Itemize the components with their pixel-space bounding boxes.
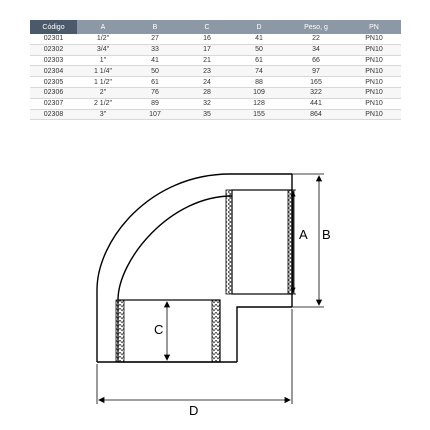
table-cell: 88 xyxy=(233,77,285,88)
table-cell: 41 xyxy=(233,34,285,44)
dimension-label-b: B xyxy=(322,227,331,242)
dimension-b xyxy=(292,174,324,307)
table-cell: 3/4" xyxy=(77,44,129,55)
table-cell: 76 xyxy=(129,87,181,98)
table-cell: 22 xyxy=(285,34,347,44)
table-cell: 109 xyxy=(233,87,285,98)
table-cell: 155 xyxy=(233,109,285,120)
table-cell: 165 xyxy=(285,77,347,88)
table-cell: PN10 xyxy=(347,77,401,88)
table-cell: PN10 xyxy=(347,34,401,44)
table-cell: 66 xyxy=(285,55,347,66)
bottom-socket xyxy=(116,300,220,362)
table-cell: 21 xyxy=(181,55,233,66)
table-cell: 35 xyxy=(181,109,233,120)
table-cell: 32 xyxy=(181,98,233,109)
table-cell: PN10 xyxy=(347,98,401,109)
table-cell: 1 1/2" xyxy=(77,77,129,88)
header-peso: Peso, g xyxy=(285,20,347,34)
table-cell: 61 xyxy=(129,77,181,88)
table-cell: 02305 xyxy=(30,77,77,88)
table-cell: PN10 xyxy=(347,55,401,66)
table-cell: PN10 xyxy=(347,109,401,120)
table-cell: 2 1/2" xyxy=(77,98,129,109)
table-cell: 74 xyxy=(233,66,285,77)
dimension-label-d: D xyxy=(189,403,199,418)
header-d: D xyxy=(233,20,285,34)
header-pn: PN xyxy=(347,20,401,34)
table-cell: 1 1/4" xyxy=(77,66,129,77)
table-cell: 23 xyxy=(181,66,233,77)
table-cell: 50 xyxy=(129,66,181,77)
dimension-d xyxy=(97,309,292,404)
table-cell: 16 xyxy=(181,34,233,44)
table-cell: 28 xyxy=(181,87,233,98)
table-cell: 02308 xyxy=(30,109,77,120)
table-cell: 50 xyxy=(233,44,285,55)
header-c: C xyxy=(181,20,233,34)
top-socket xyxy=(226,190,294,294)
table-cell: PN10 xyxy=(347,87,401,98)
table-cell: 02304 xyxy=(30,66,77,77)
header-a: A xyxy=(77,20,129,34)
table-cell: 107 xyxy=(129,109,181,120)
table-cell: 02307 xyxy=(30,98,77,109)
elbow-outline xyxy=(97,174,292,362)
table-cell: 27 xyxy=(129,34,181,44)
table-cell: 1/2" xyxy=(77,34,129,44)
header-b: B xyxy=(129,20,181,34)
table-cell: 41 xyxy=(129,55,181,66)
dimension-c xyxy=(165,302,170,360)
table-cell: 02301 xyxy=(30,34,77,44)
table-cell: 89 xyxy=(129,98,181,109)
dimension-label-a: A xyxy=(299,227,308,242)
table-cell: 34 xyxy=(285,44,347,55)
table-cell: 1" xyxy=(77,55,129,66)
table-cell: 2" xyxy=(77,87,129,98)
table-cell: 17 xyxy=(181,44,233,55)
table-cell: 3" xyxy=(77,109,129,120)
table-cell: 02306 xyxy=(30,87,77,98)
table-cell: PN10 xyxy=(347,44,401,55)
header-codigo: Código xyxy=(30,20,77,34)
table-cell: 441 xyxy=(285,98,347,109)
table-cell: 61 xyxy=(233,55,285,66)
table-cell: PN10 xyxy=(347,66,401,77)
table-cell: 322 xyxy=(285,87,347,98)
table-cell: 128 xyxy=(233,98,285,109)
table-cell: 864 xyxy=(285,109,347,120)
table-cell: 24 xyxy=(181,77,233,88)
table-cell: 02302 xyxy=(30,44,77,55)
table-cell: 97 xyxy=(285,66,347,77)
table-cell: 02303 xyxy=(30,55,77,66)
table-cell: 33 xyxy=(129,44,181,55)
dimension-label-c: C xyxy=(154,322,164,337)
